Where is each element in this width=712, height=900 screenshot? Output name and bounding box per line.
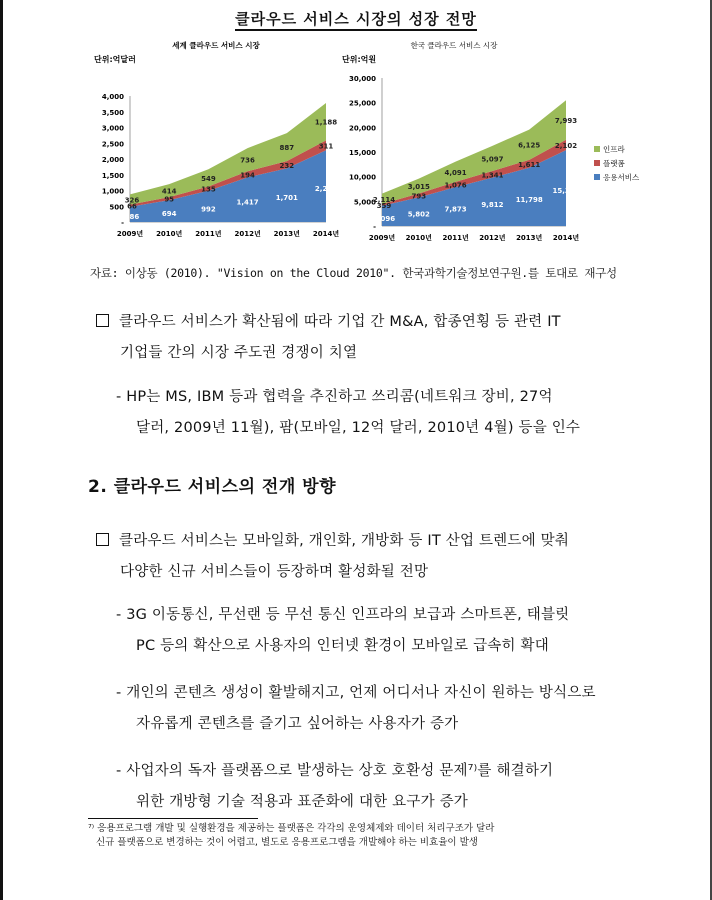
- square-bullet-icon: [96, 314, 109, 327]
- korea-cloud-market-chart: [332, 36, 662, 246]
- chart-title: 세계 클라우드 서비스 시장: [172, 41, 260, 50]
- y-tick-label: -: [121, 219, 124, 227]
- data-label: 15,385: [552, 187, 580, 196]
- legend-swatch: [594, 146, 600, 152]
- x-tick-label: 2012년: [234, 230, 261, 238]
- x-tick-label: 2010년: [405, 234, 432, 242]
- paragraph-hp-acquisitions: - HP는 MS, IBM 등과 협력을 추진하고 쓰리콤(네트워크 장비, 27억 달러, 2009년 11월), 팜(모바일, 12억 달러, 2010년 4월) 등을 인수: [116, 389, 581, 436]
- data-label: 9,812: [481, 200, 504, 209]
- data-label: 135: [201, 185, 216, 194]
- paragraph-service-trends: 클라우드 서비스는 모바일화, 개인화, 개방화 등 IT 산업 트렌드에 맞춰 다양한 신규 서비스들이 등장하며 활성화될 전망: [96, 526, 569, 588]
- footnote-divider: [88, 818, 258, 819]
- data-label: 6,125: [518, 141, 541, 150]
- figure-title: 클라우드 서비스 시장의 성장 전망: [0, 8, 712, 29]
- data-label: 1,341: [481, 171, 504, 180]
- y-tick-label: 5,000: [353, 198, 376, 207]
- x-tick-label: 2011년: [442, 234, 469, 242]
- data-label: 2,102: [554, 141, 578, 150]
- data-label: 232: [279, 161, 295, 170]
- source-caption: 자료: 이상동 (2010). "Vision on the Cloud 2010". 한국과학기술정보연구원.를 토대로 재구성: [90, 266, 617, 280]
- data-label: 793: [411, 192, 427, 201]
- data-label: 66: [127, 202, 137, 211]
- data-label: 736: [240, 156, 255, 165]
- data-label: 359: [376, 201, 392, 210]
- y-tick-label: 10,000: [348, 173, 376, 182]
- legend-swatch: [594, 174, 600, 180]
- x-tick-label: 2009년: [368, 234, 396, 242]
- data-label: 326: [124, 196, 140, 205]
- chart-unit-label: 단위:억달러: [94, 55, 136, 64]
- x-tick-label: 2009년: [116, 230, 144, 238]
- y-tick-label: 1,000: [101, 187, 124, 196]
- y-tick-label: 2,500: [101, 140, 124, 149]
- legend-swatch: [594, 160, 600, 166]
- data-label: 1,611: [518, 160, 541, 169]
- data-label: 95: [164, 195, 175, 204]
- y-tick-label: 2,000: [101, 156, 124, 164]
- y-tick-label: 25,000: [348, 99, 376, 108]
- data-label: 1,188: [314, 118, 338, 127]
- square-bullet-icon: [96, 533, 109, 546]
- paragraph-mobile: - 3G 이동통신, 무선랜 등 무선 통신 인프라의 보급과 스마트폰, 태블릿 PC 등의 확산으로 사용자의 인터넷 환경이 모바일로 급속히 확대: [116, 607, 570, 654]
- data-label: 194: [240, 171, 255, 180]
- data-label: 7,993: [554, 117, 578, 126]
- x-tick-label: 2013년: [516, 234, 543, 242]
- data-label: 5,802: [407, 210, 430, 219]
- data-label: 486: [124, 213, 140, 221]
- y-tick-label: 3,500: [101, 108, 124, 117]
- chart-unit-label: 단위:억원: [342, 55, 377, 64]
- x-tick-label: 2014년: [552, 234, 580, 242]
- y-tick-label: 500: [109, 203, 124, 212]
- chart-title: 한국 클라우드 서비스 시장: [410, 41, 498, 50]
- data-label: 311: [318, 142, 334, 151]
- paragraph-openness: - 사업자의 독자 플랫폼으로 발생하는 상호 호환성 문제⁷⁾를 해결하기 위한 개방형 기술 적용과 표준화에 대한 요구가 증가: [116, 763, 554, 810]
- data-label: 3,015: [407, 183, 430, 192]
- x-tick-label: 2012년: [479, 234, 506, 242]
- data-label: 11,798: [515, 195, 543, 204]
- paragraph-ma-competition: 클라우드 서비스가 확산됨에 따라 기업 간 M&A, 합종연횡 등 관련 IT 기업들 간의 시장 주도권 경쟁이 치열: [96, 307, 561, 369]
- x-tick-label: 2011년: [195, 230, 222, 238]
- data-label: 1,701: [275, 194, 298, 203]
- y-tick-label: -: [373, 223, 376, 231]
- y-tick-label: 20,000: [348, 124, 376, 133]
- y-tick-label: 4,000: [101, 93, 124, 101]
- y-tick-label: 30,000: [348, 75, 376, 83]
- data-label: 549: [201, 174, 216, 183]
- data-label: 1,417: [236, 198, 259, 207]
- data-label: 694: [161, 210, 177, 219]
- y-tick-label: 3,000: [101, 124, 124, 133]
- legend-label: 플랫폼: [603, 159, 625, 168]
- data-label: 4,096: [372, 214, 396, 223]
- data-label: 4,091: [444, 168, 467, 177]
- data-label: 7,873: [444, 205, 467, 214]
- world-cloud-market-chart: [90, 36, 340, 246]
- legend-label: 인프라: [603, 145, 625, 154]
- data-label: 414: [161, 187, 177, 196]
- x-tick-label: 2010년: [156, 230, 183, 238]
- y-tick-label: 1,500: [101, 171, 124, 180]
- legend-label: 응용서비스: [603, 173, 640, 182]
- data-label: 5,097: [481, 155, 504, 164]
- page-border-left: [0, 0, 3, 900]
- x-tick-label: 2014년: [312, 230, 340, 238]
- x-tick-label: 2013년: [273, 230, 300, 238]
- data-label: 1,076: [444, 181, 467, 190]
- data-label: 2,114: [372, 195, 396, 204]
- section-heading: 2. 클라우드 서비스의 전개 방향: [88, 477, 337, 497]
- data-label: 2,279: [314, 185, 338, 194]
- footnote: ⁷⁾ 응용프로그램 개발 및 실행환경을 제공하는 플랫폼은 각각의 운영체제와 데이터 처리구조가 달라 신규 플랫폼으로 변경하는 것이 어렵고, 별도로 응용프로그램을 개발해야 하는 비효율이 발생: [88, 823, 495, 848]
- data-label: 992: [201, 205, 216, 214]
- paragraph-personalization: - 개인의 콘텐츠 생성이 활발해지고, 언제 어디서나 자신이 원하는 방식으로 자유롭게 콘텐츠를 즐기고 싶어하는 사용자가 증가: [116, 685, 596, 732]
- data-label: 887: [279, 144, 295, 153]
- y-tick-label: 15,000: [348, 149, 376, 157]
